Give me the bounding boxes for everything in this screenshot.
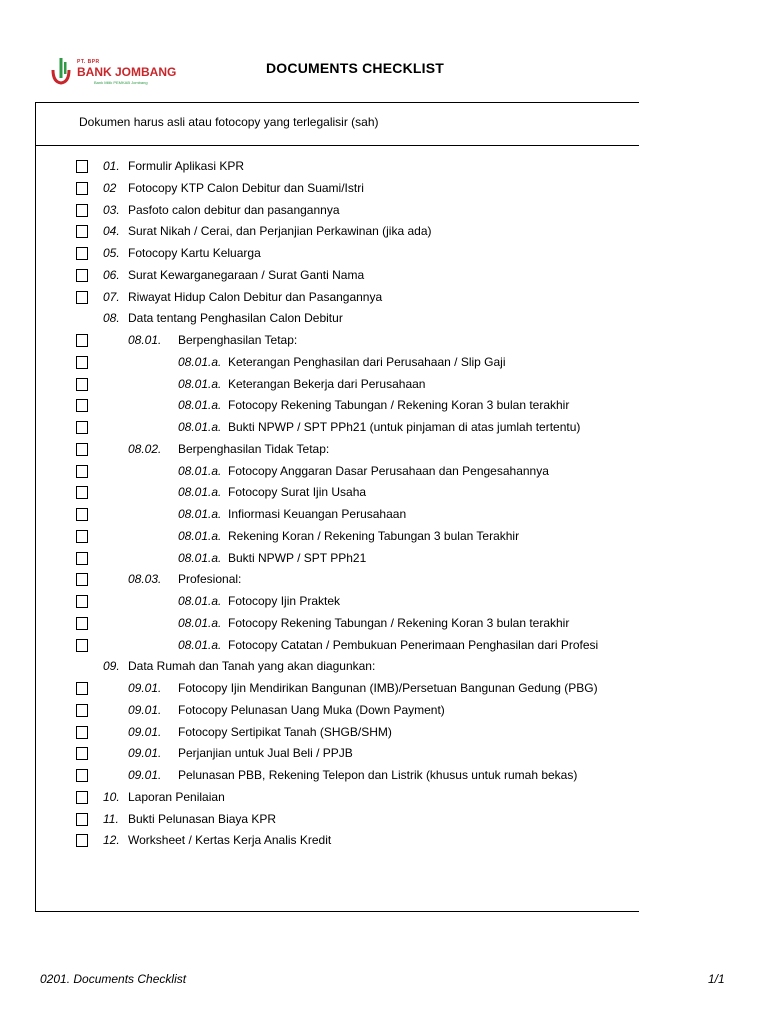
checklist-item-label: Surat Nikah / Cerai, dan Perjanjian Perkawinan (jika ada) xyxy=(128,224,432,239)
checklist-item-number: 08.03. xyxy=(128,572,162,587)
checklist-item-label: Bukti NPWP / SPT PPh21 xyxy=(228,550,367,565)
checklist-item-number: 09.01. xyxy=(128,768,162,782)
checklist-item-label: Data Rumah dan Tanah yang akan diagunkan: xyxy=(128,659,376,674)
checklist-checkbox[interactable] xyxy=(76,639,88,652)
checklist-item-label: Infiormasi Keuangan Perusahaan xyxy=(228,507,407,521)
checklist-checkbox[interactable] xyxy=(76,182,88,195)
checklist-checkbox[interactable] xyxy=(76,552,88,565)
checklist-item-label: Worksheet / Kertas Kerja Analis Kredit xyxy=(128,833,332,848)
checklist-item-label: Fotocopy Anggaran Dasar Perusahaan dan Pengesahannya xyxy=(228,463,549,478)
checklist-checkbox[interactable] xyxy=(76,573,88,586)
checklist-checkbox[interactable] xyxy=(76,834,88,847)
checklist-item-label: Laporan Penilaian xyxy=(128,789,225,804)
checklist-item-label: Pasfoto calon debitur dan pasangannya xyxy=(128,202,340,217)
checklist-item-label: Data tentang Penghasilan Calon Debitur xyxy=(128,311,343,326)
legalization-note: Dokumen harus asli atau fotocopy yang terlegalisir (sah) xyxy=(79,115,379,129)
frame-divider xyxy=(35,145,639,146)
checklist-checkbox[interactable] xyxy=(76,204,88,217)
checklist-checkbox[interactable] xyxy=(76,726,88,739)
checklist-item-number: 08.02. xyxy=(128,441,162,456)
checklist-item-label: Fotocopy Ijin Mendirikan Bangunan (IMB)/Persetuan Bangunan Gedung (PBG) xyxy=(178,681,598,695)
checklist-item-label: Fotocopy Sertipikat Tanah (SHGB/SHM) xyxy=(178,724,392,739)
checklist-item-number: 11. xyxy=(103,811,119,826)
checklist-item-number: 10. xyxy=(103,789,120,804)
checklist-item-label: Surat Kewarganegaraan / Surat Ganti Nama xyxy=(128,267,365,282)
checklist-checkbox[interactable] xyxy=(76,508,88,521)
checklist-item-number: 08.01.a. xyxy=(178,463,222,478)
checklist-item-label: Pelunasan PBB, Rekening Telepon dan Listrik (khusus untuk rumah bekas) xyxy=(178,768,578,782)
frame-left-border xyxy=(35,102,36,912)
checklist-checkbox[interactable] xyxy=(76,443,88,456)
checklist-item-number: 08.01. xyxy=(128,333,162,347)
checklist-item-label: Rekening Koran / Rekening Tabungan 3 bulan Terakhir xyxy=(228,528,520,543)
checklist-checkbox[interactable] xyxy=(76,225,88,238)
checklist-item-number: 09.01. xyxy=(128,681,162,695)
footer-page-number: 1/1 xyxy=(708,972,725,986)
checklist-checkbox[interactable] xyxy=(76,791,88,804)
bank-logo-tagline: Bank Milik PEMKAB Jombang xyxy=(94,80,148,85)
checklist-item-number: 03. xyxy=(103,202,120,217)
checklist-checkbox[interactable] xyxy=(76,747,88,760)
checklist-item-label: Keterangan Penghasilan dari Perusahaan / Slip Gaji xyxy=(228,354,506,369)
checklist-item-number: 09.01. xyxy=(128,724,162,739)
checklist-checkbox[interactable] xyxy=(76,595,88,608)
checklist-checkbox[interactable] xyxy=(76,682,88,695)
checklist-checkbox[interactable] xyxy=(76,356,88,369)
checklist-item-label: Riwayat Hidup Calon Debitur dan Pasangannya xyxy=(128,289,383,304)
checklist-item-number: 08. xyxy=(103,311,120,326)
bank-logo-name: BANK JOMBANG xyxy=(77,65,177,79)
checklist-item-label: Bukti Pelunasan Biaya KPR xyxy=(128,811,277,826)
checklist-checkbox[interactable] xyxy=(76,334,88,347)
checklist-item-number: 08.01.a. xyxy=(178,485,222,500)
checklist-item-label: Fotocopy Kartu Keluarga xyxy=(128,246,261,260)
checklist-item-number: 07. xyxy=(103,289,120,304)
checklist-item-number: 12. xyxy=(103,833,120,848)
checklist-item-number: 08.01.a. xyxy=(178,528,222,543)
frame-bottom-border xyxy=(35,911,639,912)
checklist-item-number: 08.01.a. xyxy=(178,594,222,608)
checklist-item-label: Fotocopy KTP Calon Debitur dan Suami/Istri xyxy=(128,180,364,195)
checklist-checkbox[interactable] xyxy=(76,247,88,260)
checklist-item-number: 08.01.a. xyxy=(178,550,222,565)
checklist-item-number: 08.01.a. xyxy=(178,507,222,521)
checklist-item-label: Keterangan Bekerja dari Perusahaan xyxy=(228,376,426,391)
checklist-item-number: 08.01.a. xyxy=(178,615,222,630)
checklist-item-label: Fotocopy Catatan / Pembukuan Penerimaan Penghasilan dari Profesi xyxy=(228,637,599,652)
checklist-checkbox[interactable] xyxy=(76,486,88,499)
checklist-item-number: 09.01. xyxy=(128,702,162,717)
checklist-item-number: 08.01.a. xyxy=(178,398,222,413)
checklist-checkbox[interactable] xyxy=(76,160,88,173)
checklist-item-number: 08.01.a. xyxy=(178,376,222,391)
document-title: DOCUMENTS CHECKLIST xyxy=(266,60,445,76)
checklist-checkbox[interactable] xyxy=(76,269,88,282)
checklist-checkbox[interactable] xyxy=(76,530,88,543)
checklist-item-number: 09.01. xyxy=(128,746,162,761)
checklist-checkbox[interactable] xyxy=(76,704,88,717)
checklist-item-label: Fotocopy Rekening Tabungan / Rekening Koran 3 bulan terakhir xyxy=(228,615,570,630)
checklist-item-number: 06. xyxy=(103,267,120,282)
checklist-checkbox[interactable] xyxy=(76,399,88,412)
checklist-item-label: Formulir Aplikasi KPR xyxy=(128,159,245,173)
checklist-item-label: Bukti NPWP / SPT PPh21 (untuk pinjaman di atas jumlah tertentu) xyxy=(228,420,581,434)
checklist-checkbox[interactable] xyxy=(76,769,88,782)
footer-document-name: 0201. Documents Checklist xyxy=(40,972,187,986)
checklist-item-number: 01. xyxy=(103,159,120,173)
checklist-item-label: Fotocopy Ijin Praktek xyxy=(228,594,341,608)
checklist-item-number: 04. xyxy=(103,224,120,239)
bank-logo xyxy=(50,56,180,88)
frame-top-border xyxy=(35,102,639,103)
bank-logo-small-text: PT. BPR xyxy=(77,59,100,65)
checklist-item-number: 05. xyxy=(103,246,120,260)
checklist-item-number: 08.01.a. xyxy=(178,354,222,369)
checklist-checkbox[interactable] xyxy=(76,813,88,826)
checklist-checkbox[interactable] xyxy=(76,465,88,478)
checklist-item-number: 08.01.a. xyxy=(178,420,222,434)
checklist-item-label: Berpenghasilan Tetap: xyxy=(178,333,298,347)
checklist-item-number: 09. xyxy=(103,659,120,674)
checklist-item-number: 02 xyxy=(103,180,117,195)
checklist-checkbox[interactable] xyxy=(76,378,88,391)
checklist-checkbox[interactable] xyxy=(76,421,88,434)
checklist-item-label: Perjanjian untuk Jual Beli / PPJB xyxy=(178,746,353,761)
checklist-item-number: 08.01.a. xyxy=(178,637,222,652)
checklist-item-label: Profesional: xyxy=(178,572,242,587)
checklist-item-label: Fotocopy Surat Ijin Usaha xyxy=(228,485,367,500)
bank-logo-mark-icon xyxy=(50,56,72,88)
checklist-checkbox[interactable] xyxy=(76,291,88,304)
checklist-item-label: Fotocopy Rekening Tabungan / Rekening Koran 3 bulan terakhir xyxy=(228,398,570,413)
checklist-item-label: Fotocopy Pelunasan Uang Muka (Down Payment) xyxy=(178,702,445,717)
checklist-checkbox[interactable] xyxy=(76,617,88,630)
checklist-item-label: Berpenghasilan Tidak Tetap: xyxy=(178,441,330,456)
